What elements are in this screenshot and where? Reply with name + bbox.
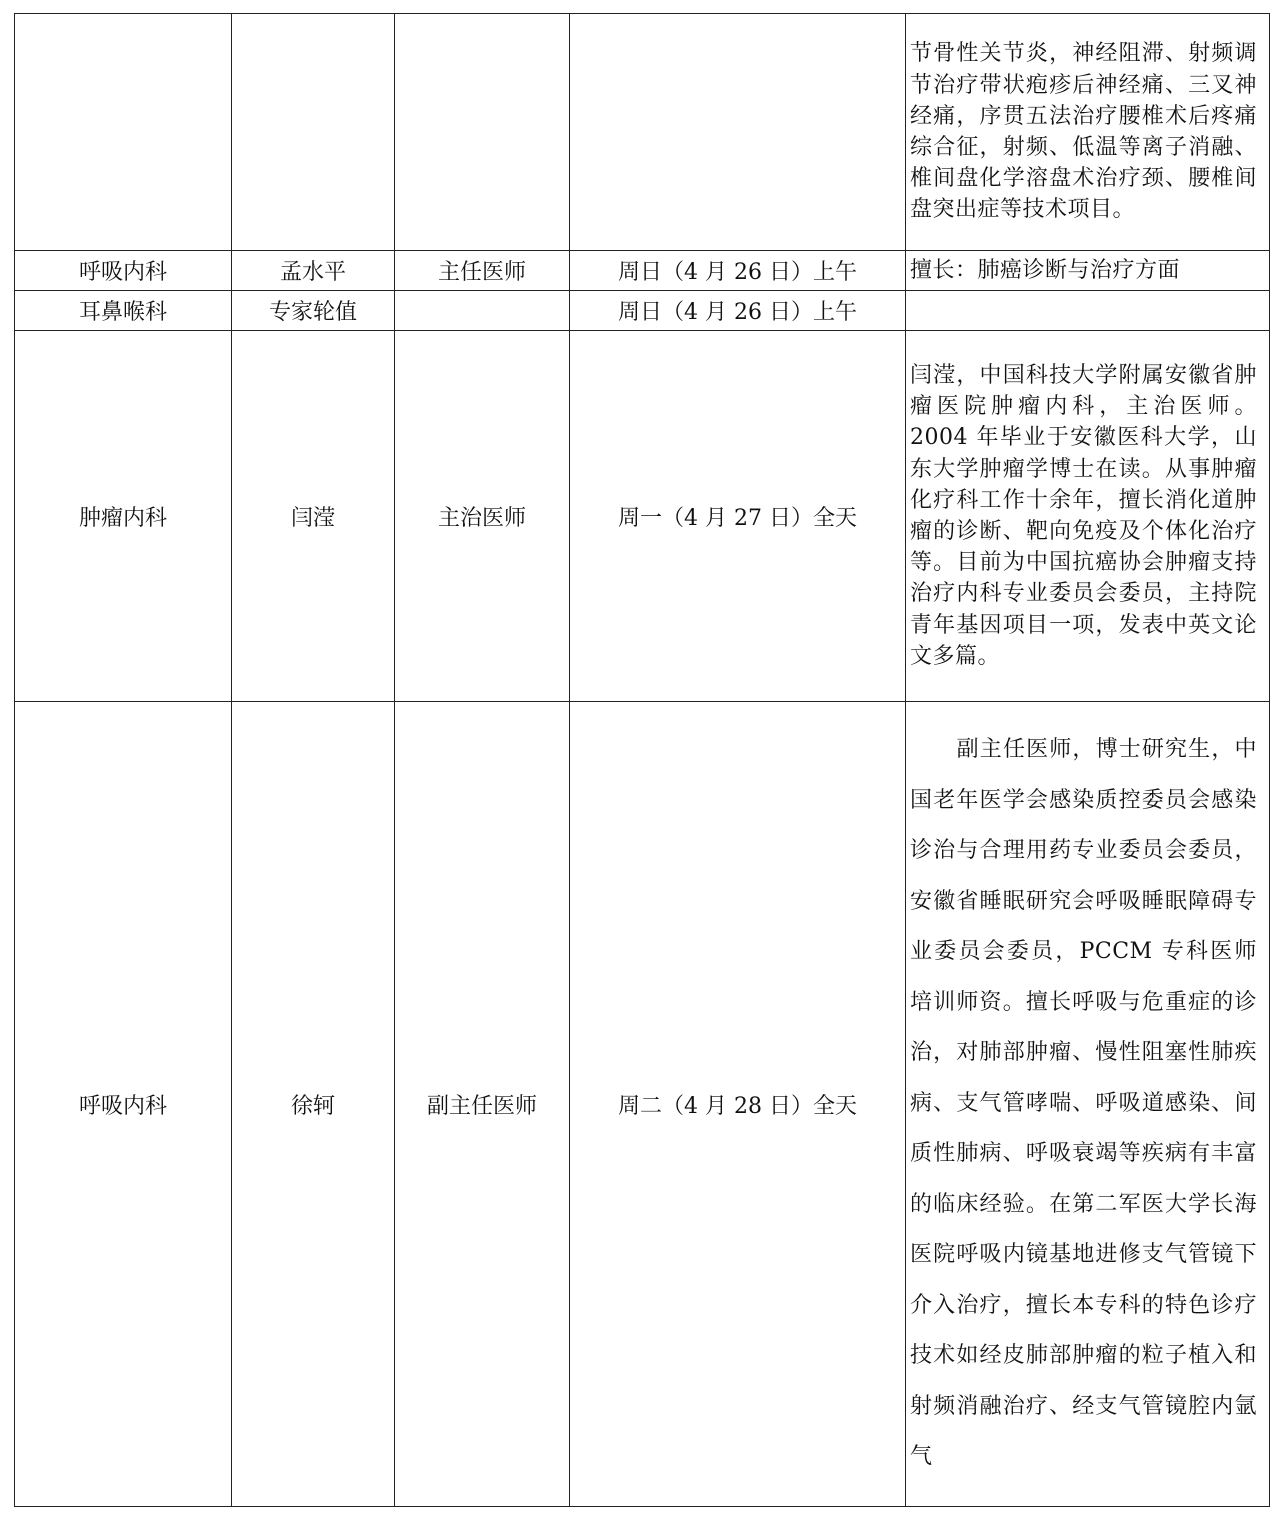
title-cell: 主任医师: [395, 251, 570, 291]
description-cell: 闫滢，中国科技大学附属安徽省肿瘤医院肿瘤内科，主治医师。2004 年毕业于安徽医科大学，山东大学肿瘤学博士在读。从事肿瘤化疗科工作十余年，擅长消化道肿瘤的诊断、靶向免疫及个体化治疗等。目前为中国抗癌协会肿瘤支持治疗内科专业委员会委员，主持院青年基因项目一项，发表中英文论文多篇。: [906, 331, 1270, 702]
description-cell: [906, 291, 1270, 331]
doctor-cell: 孟水平: [232, 251, 395, 291]
table-row: [15, 702, 1270, 1507]
doctor-cell: 闫滢: [232, 331, 395, 702]
title-cell: [395, 14, 570, 251]
doctor-cell: [232, 14, 395, 251]
description-text: 副主任医师，博士研究生，中国老年医学会感染质控委员会感染诊治与合理用药专业委员会委员，安徽省睡眠研究会呼吸睡眠障碍专业委员会委员，PCCM 专科医师培训师资。擅长呼吸与危重症的诊治，对肺部肿瘤、慢性阻塞性肺疾病、支气管哮喘、呼吸道感染、间质性肺病、呼吸衰竭等疾病有丰富的临床经验。在第二军医大学长海医院呼吸内镜基地进修支气管镜下介入治疗，擅长本专科的特色诊疗技术如经皮肺部肿瘤的粒子植入和射频消融治疗、经支气管镜腔内氩气: [910, 737, 1257, 1470]
description-cell: 擅长：肺癌诊断与治疗方面: [906, 251, 1270, 291]
doctor-cell: 专家轮值: [232, 291, 395, 331]
department-cell: [15, 14, 232, 251]
description-cell: 节骨性关节炎，神经阻滞、射频调节治疗带状疱疹后神经痛、三叉神经痛，序贯五法治疗腰椎术后疼痛综合征，射频、低温等离子消融、椎间盘化学溶盘术治疗颈、腰椎间盘突出症等技术项目。: [906, 14, 1270, 251]
table-row: [15, 291, 1270, 331]
schedule-table: [14, 13, 1270, 1507]
title-cell: 主治医师: [395, 331, 570, 702]
department-cell: 呼吸内科: [15, 702, 232, 1507]
doctor-cell: 徐轲: [232, 702, 395, 1507]
time-cell: 周二（4 月 28 日）全天: [570, 702, 906, 1507]
table-row: [15, 14, 1270, 251]
description-cell: [906, 702, 1270, 1507]
time-cell: 周日（4 月 26 日）上午: [570, 291, 906, 331]
table-row: [15, 251, 1270, 291]
department-cell: 呼吸内科: [15, 251, 232, 291]
title-cell: [395, 291, 570, 331]
time-cell: [570, 14, 906, 251]
department-cell: 耳鼻喉科: [15, 291, 232, 331]
table-row: [15, 331, 1270, 702]
time-cell: 周日（4 月 26 日）上午: [570, 251, 906, 291]
title-cell: 副主任医师: [395, 702, 570, 1507]
time-cell: 周一（4 月 27 日）全天: [570, 331, 906, 702]
department-cell: 肿瘤内科: [15, 331, 232, 702]
